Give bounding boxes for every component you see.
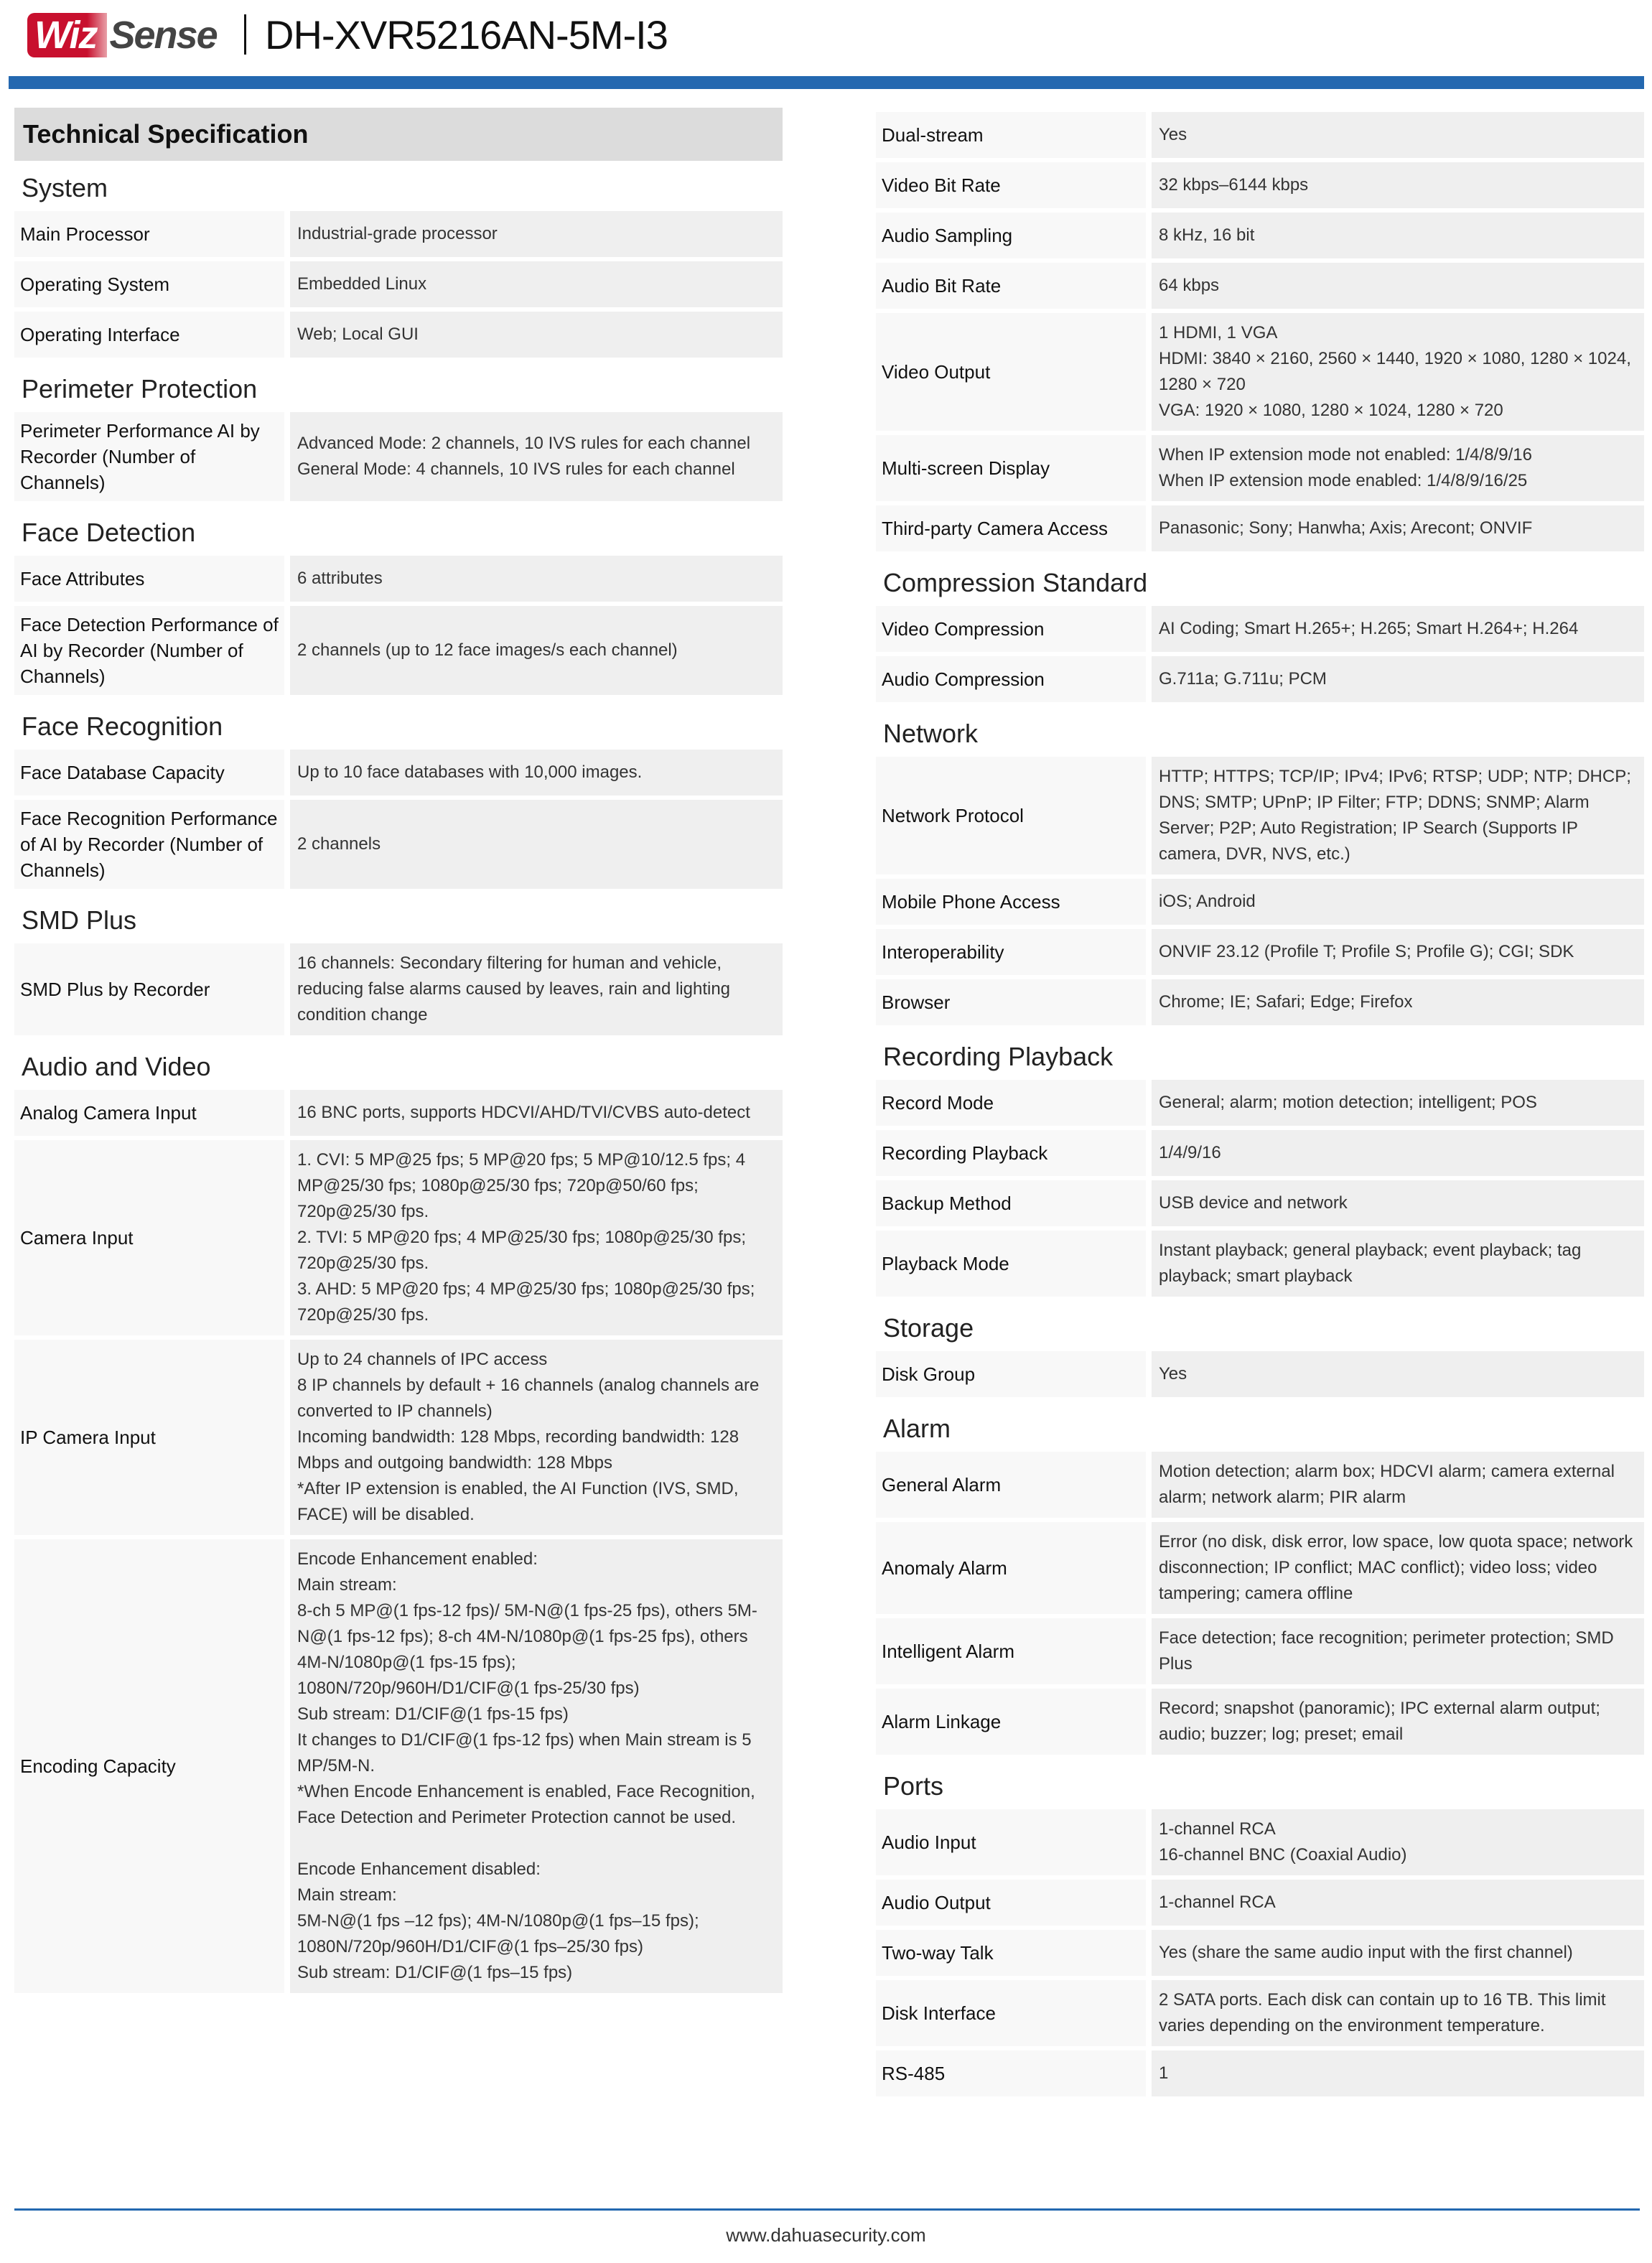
spec-value: Panasonic; Sony; Hanwha; Axis; Arecont; ONVIF (1152, 505, 1644, 551)
spec-label: Two-way Talk (876, 1930, 1146, 1976)
model-name: DH-XVR5216AN-5M-I3 (265, 12, 668, 57)
spec-value: AI Coding; Smart H.265+; H.265; Smart H.264+; H.264 (1152, 606, 1644, 652)
spec-value: 2 channels (290, 800, 783, 889)
spec-row-disk-interface (876, 1980, 1644, 2046)
spec-value: Chrome; IE; Safari; Edge; Firefox (1152, 979, 1644, 1025)
spec-value: Yes (share the same audio input with the first channel) (1152, 1930, 1644, 1976)
spec-value: Industrial-grade processor (290, 211, 783, 257)
spec-label: Audio Sampling (876, 213, 1146, 258)
spec-label: Audio Bit Rate (876, 263, 1146, 309)
spec-label: Browser (876, 979, 1146, 1025)
section-heading-audio-and-video: Audio and Video (22, 1052, 211, 1081)
spec-label: Analog Camera Input (14, 1090, 284, 1136)
spec-row-video-output (876, 313, 1644, 431)
spec-label: Anomaly Alarm (876, 1522, 1146, 1614)
spec-label: Operating Interface (14, 312, 284, 358)
spec-row-analog-camera-input (14, 1090, 783, 1136)
section-heading-storage: Storage (883, 1313, 974, 1343)
spec-row-face-detection-performance-of-ai-by-recorder-number-of-channels (14, 606, 783, 695)
spec-label: Mobile Phone Access (876, 879, 1146, 925)
spec-value: Record; snapshot (panoramic); IPC external alarm output; audio; buzzer; log; preset; email (1152, 1689, 1644, 1755)
spec-row-video-compression (876, 606, 1644, 652)
spec-row-interoperability (876, 929, 1644, 975)
spec-value: 1. CVI: 5 MP@25 fps; 5 MP@20 fps; 5 MP@10/12.5 fps; 4 MP@25/30 fps; 1080p@25/30 fps; 720p@50/60 fps; 720p@25/30 fps. 2. TVI: 5 MP@20 fps; 4 MP@25/30 fps; 1080p@25/30 fps; 720p@25/30 fps. 3. AHD: 5 MP@20 fps; 4 MP@25/30 fps; 1080p@25/30 fps; 720p@25/30 fps. (290, 1140, 783, 1335)
spec-value: Embedded Linux (290, 261, 783, 307)
logo-wiz-text: Wiz (27, 13, 107, 57)
footer-divider (14, 2208, 1640, 2211)
spec-value: Error (no disk, disk error, low space, low quota space; network disconnection; IP conflict; MAC conflict); video loss; video tampering; camera offline (1152, 1522, 1644, 1614)
section-heading-compression-standard: Compression Standard (883, 568, 1148, 597)
header-accent-bar (9, 76, 1644, 89)
spec-row-anomaly-alarm (876, 1522, 1644, 1614)
spec-value: iOS; Android (1152, 879, 1644, 925)
model-title (244, 11, 668, 58)
spec-value: USB device and network (1152, 1180, 1644, 1226)
spec-row-video-bit-rate (876, 162, 1644, 208)
spec-row-encoding-capacity (14, 1539, 783, 1993)
spec-label: Face Detection Performance of AI by Recorder (Number of Channels) (14, 606, 284, 695)
spec-row-audio-compression (876, 656, 1644, 702)
spec-row-two-way-talk (876, 1930, 1644, 1976)
spec-row-multi-screen-display (876, 435, 1644, 501)
section-heading-system: System (22, 173, 108, 202)
spec-label: General Alarm (876, 1452, 1146, 1518)
spec-row-operating-interface (14, 312, 783, 358)
spec-label: Dual-stream (876, 112, 1146, 158)
spec-value: 2 channels (up to 12 face images/s each channel) (290, 606, 783, 695)
spec-label: Face Database Capacity (14, 750, 284, 795)
section-heading-smd-plus: SMD Plus (22, 905, 137, 935)
spec-label: Main Processor (14, 211, 284, 257)
spec-value: 1-channel RCA (1152, 1880, 1644, 1926)
spec-row-mobile-phone-access (876, 879, 1644, 925)
spec-label: Face Recognition Performance of AI by Recorder (Number of Channels) (14, 800, 284, 889)
left-column (14, 108, 783, 1997)
spec-value: Web; Local GUI (290, 312, 783, 358)
spec-row-operating-system (14, 261, 783, 307)
wizsense-logo (27, 13, 217, 57)
spec-value: Yes (1152, 112, 1644, 158)
spec-row-face-recognition-performance-of-ai-by-recorder-number-of-channels (14, 800, 783, 889)
spec-row-audio-input (876, 1809, 1644, 1875)
spec-label: Face Attributes (14, 556, 284, 602)
spec-row-intelligent-alarm (876, 1618, 1644, 1684)
spec-label: Disk Group (876, 1351, 1146, 1397)
spec-label: Audio Compression (876, 656, 1146, 702)
spec-label: Disk Interface (876, 1980, 1146, 2046)
spec-value: G.711a; G.711u; PCM (1152, 656, 1644, 702)
spec-value: 1 (1152, 2050, 1644, 2096)
spec-row-backup-method (876, 1180, 1644, 1226)
spec-label: Operating System (14, 261, 284, 307)
spec-label: Backup Method (876, 1180, 1146, 1226)
page-header (0, 0, 1652, 72)
spec-value: 64 kbps (1152, 263, 1644, 309)
spec-value: ONVIF 23.12 (Profile T; Profile S; Profile G); CGI; SDK (1152, 929, 1644, 975)
spec-row-browser (876, 979, 1644, 1025)
title-divider (244, 14, 246, 55)
spec-value: Yes (1152, 1351, 1644, 1397)
section-heading-perimeter-protection: Perimeter Protection (22, 374, 258, 403)
spec-label: Third-party Camera Access (876, 505, 1146, 551)
section-heading-recording-playback: Recording Playback (883, 1042, 1114, 1071)
spec-value: When IP extension mode not enabled: 1/4/8/9/16 When IP extension mode enabled: 1/4/8/9/16/25 (1152, 435, 1644, 501)
spec-row-perimeter-performance-ai-by-recorder-number-of-channels (14, 412, 783, 501)
spec-row-audio-bit-rate (876, 263, 1644, 309)
spec-value: 6 attributes (290, 556, 783, 602)
spec-title: Technical Specification (14, 108, 783, 161)
spec-value: Advanced Mode: 2 channels, 10 IVS rules for each channel General Mode: 4 channels, 10 IVS rules for each channel (290, 412, 783, 501)
spec-label: Video Output (876, 313, 1146, 431)
section-heading-face-recognition: Face Recognition (22, 711, 223, 741)
spec-label: Multi-screen Display (876, 435, 1146, 501)
spec-label: Record Mode (876, 1080, 1146, 1126)
spec-row-recording-playback (876, 1130, 1644, 1176)
spec-label: Intelligent Alarm (876, 1618, 1146, 1684)
spec-value: Instant playback; general playback; event playback; tag playback; smart playback (1152, 1231, 1644, 1297)
spec-value: 2 SATA ports. Each disk can contain up to 16 TB. This limit varies depending on the environment temperature. (1152, 1980, 1644, 2046)
footer-url-link[interactable]: www.dahuasecurity.com (726, 2224, 926, 2246)
spec-row-general-alarm (876, 1452, 1644, 1518)
spec-label: IP Camera Input (14, 1340, 284, 1535)
spec-value: 16 BNC ports, supports HDCVI/AHD/TVI/CVBS auto-detect (290, 1090, 783, 1136)
section-heading-network: Network (883, 719, 979, 748)
spec-row-network-protocol (876, 757, 1644, 874)
section-heading-alarm: Alarm (883, 1414, 951, 1443)
spec-value: 1 HDMI, 1 VGA HDMI: 3840 × 2160, 2560 × 1440, 1920 × 1080, 1280 × 1024, 1280 × 720 VGA: 1920 × 1080, 1280 × 1024, 1280 × 720 (1152, 313, 1644, 431)
spec-label: RS-485 (876, 2050, 1146, 2096)
spec-row-record-mode (876, 1080, 1644, 1126)
spec-row-face-attributes (14, 556, 783, 602)
spec-label: Audio Input (876, 1809, 1146, 1875)
spec-label: SMD Plus by Recorder (14, 943, 284, 1035)
spec-row-smd-plus-by-recorder (14, 943, 783, 1035)
spec-label: Perimeter Performance AI by Recorder (Number of Channels) (14, 412, 284, 501)
spec-label: Audio Output (876, 1880, 1146, 1926)
spec-label: Video Compression (876, 606, 1146, 652)
right-column (876, 112, 1644, 2101)
spec-label: Camera Input (14, 1140, 284, 1335)
spec-label: Video Bit Rate (876, 162, 1146, 208)
spec-row-ip-camera-input (14, 1340, 783, 1535)
spec-row-main-processor (14, 211, 783, 257)
spec-label: Alarm Linkage (876, 1689, 1146, 1755)
spec-row-rs-485 (876, 2050, 1644, 2096)
spec-value: 1/4/9/16 (1152, 1130, 1644, 1176)
spec-value: Motion detection; alarm box; HDCVI alarm; camera external alarm; network alarm; PIR alarm (1152, 1452, 1644, 1518)
spec-row-playback-mode (876, 1231, 1644, 1297)
spec-row-disk-group (876, 1351, 1644, 1397)
spec-label: Recording Playback (876, 1130, 1146, 1176)
spec-label: Encoding Capacity (14, 1539, 284, 1993)
spec-value: Up to 24 channels of IPC access 8 IP channels by default + 16 channels (analog channels are converted to IP channels) Incoming bandwidth: 128 Mbps, recording bandwidth: 128 Mbps and outgoing bandwidth: 128 Mbps *After IP extension is enabled, the AI Function (IVS, SMD, FACE) will be disabled. (290, 1340, 783, 1535)
spec-value: HTTP; HTTPS; TCP/IP; IPv4; IPv6; RTSP; UDP; NTP; DHCP; DNS; SMTP; UPnP; IP Filter; FTP; DDNS; SNMP; Alarm Server; P2P; Auto Registration; IP Search (Supports IP camera, DVR, NVS, etc.) (1152, 757, 1644, 874)
spec-label: Network Protocol (876, 757, 1146, 874)
spec-row-audio-output (876, 1880, 1644, 1926)
spec-value: 8 kHz, 16 bit (1152, 213, 1644, 258)
spec-row-third-party-camera-access (876, 505, 1644, 551)
spec-value: Up to 10 face databases with 10,000 images. (290, 750, 783, 795)
spec-row-camera-input (14, 1140, 783, 1335)
spec-label: Interoperability (876, 929, 1146, 975)
spec-value: 16 channels: Secondary filtering for human and vehicle, reducing false alarms caused by leaves, rain and lighting condition change (290, 943, 783, 1035)
spec-row-dual-stream (876, 112, 1644, 158)
spec-value: 32 kbps–6144 kbps (1152, 162, 1644, 208)
spec-label: Playback Mode (876, 1231, 1146, 1297)
spec-value: Face detection; face recognition; perimeter protection; SMD Plus (1152, 1618, 1644, 1684)
spec-row-face-database-capacity (14, 750, 783, 795)
logo-sense-text: Sense (109, 14, 217, 57)
spec-row-audio-sampling (876, 213, 1644, 258)
spec-value: Encode Enhancement enabled: Main stream: 8-ch 5 MP@(1 fps-12 fps)/ 5M-N@(1 fps-25 fps), others 5M-N@(1 fps-12 fps); 8-ch 4M-N/1080p@(1 fps-25 fps), others 4M-N/1080p@(1 fps-15 fps); 1080N/720p/960H/D1/CIF@(1 fps-25/30 fps) Sub stream: D1/CIF@(1 fps-15 fps) It changes to D1/CIF@(1 fps-12 fps) when Main stream is 5 MP/5M-N. *When Encode Enhancement is enabled, Face Recognition, Face Detection and Perimeter Protection cannot be used. Encode Enhancement disabled: Main stream: 5M-N@(1 fps –12 fps); 4M-N/1080p@(1 fps–15 fps); 1080N/720p/960H/D1/CIF@(1 fps–25/30 fps) Sub stream: D1/CIF@(1 fps–15 fps) (290, 1539, 783, 1993)
spec-value: 1-channel RCA 16-channel BNC (Coaxial Audio) (1152, 1809, 1644, 1875)
spec-row-alarm-linkage (876, 1689, 1644, 1755)
section-heading-ports: Ports (883, 1771, 944, 1801)
section-heading-face-detection: Face Detection (22, 518, 196, 547)
spec-value: General; alarm; motion detection; intelligent; POS (1152, 1080, 1644, 1126)
